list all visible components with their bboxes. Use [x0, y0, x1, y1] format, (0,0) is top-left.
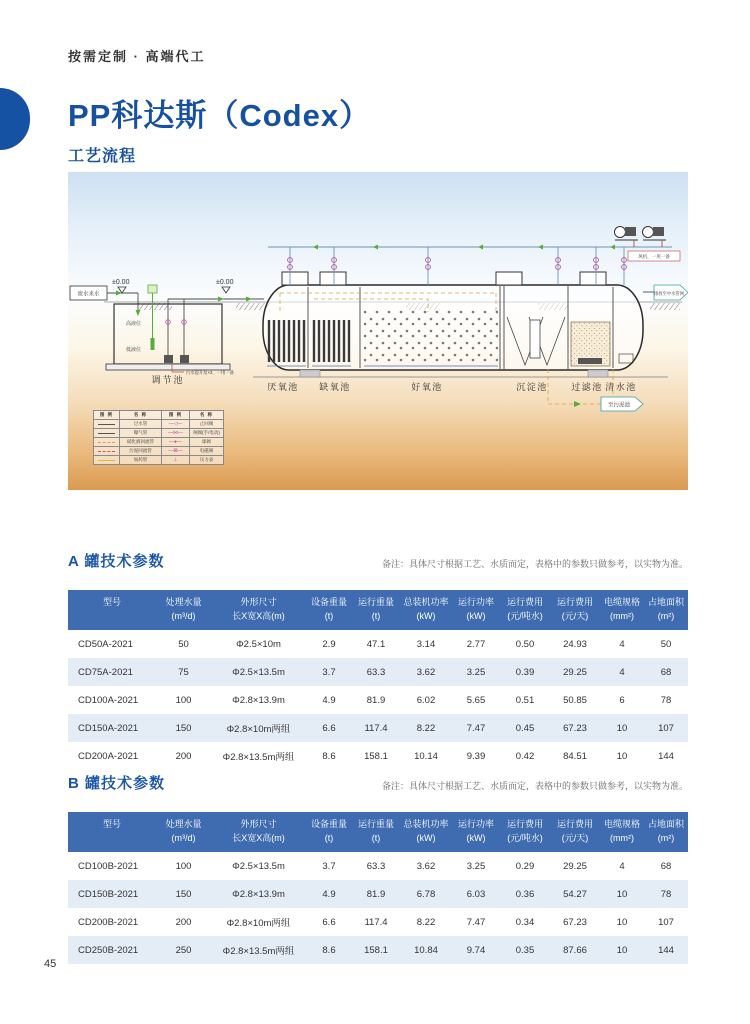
table-cell: Φ2.8×13.9m [232, 694, 285, 706]
pressure-gauge-icon: ⊥ [173, 457, 178, 463]
table-cell: 107 [658, 916, 674, 928]
tank-label-clearwater: 清水池 [605, 382, 637, 392]
process-flow-heading: 工艺流程 [68, 148, 137, 165]
pipe-line-sample [98, 460, 115, 461]
column-header: 运行费用 (元/天) [550, 812, 600, 852]
table-cell: CD50A-2021 [78, 638, 133, 650]
table-cell: 0.35 [515, 944, 535, 956]
table-cell: 84.51 [563, 750, 587, 762]
pipe-line-sample [98, 451, 115, 452]
table-cell: 107 [658, 722, 674, 734]
table-row [68, 880, 688, 908]
table-cell: 54.27 [563, 888, 587, 900]
table-b-note: 备注：具体尺寸根据工艺、水质而定，表格中的参数只做参考，以实物为准。 [381, 781, 688, 791]
column-header: 外形尺寸 长X宽X高(m) [211, 812, 306, 852]
tank-label-anoxic: 缺氧池 [319, 382, 351, 392]
table-cell: 100 [175, 860, 192, 872]
table-cell: Φ2.8×13.5m两组 [222, 752, 295, 763]
column-header: 电缆规格 (mm²) [600, 812, 644, 852]
table-cell: 100 [175, 694, 192, 706]
table-row [68, 908, 688, 936]
table-cell: 6.6 [322, 916, 336, 928]
table-row [68, 630, 688, 658]
low-level-label: 低液位 [126, 347, 142, 353]
table-cell: 3.62 [416, 666, 436, 678]
pump-note: 污水提升泵×2，一用一备 [186, 370, 234, 375]
table-a [68, 590, 688, 770]
table-cell: CD100A-2021 [78, 694, 139, 706]
table-cell: 4 [619, 666, 625, 678]
table-cell: 81.9 [366, 694, 386, 706]
table-cell: 3.14 [416, 638, 436, 650]
tank-label-filter: 过滤池 [571, 382, 603, 392]
blower-icon [643, 227, 667, 241]
level-sensor-icon [148, 285, 157, 293]
gate-valve-icon: —⋈— [168, 430, 183, 436]
column-header: 设备重量 (t) [306, 590, 352, 630]
table-cell: 24.93 [563, 638, 587, 650]
page-number: 45 [44, 958, 57, 970]
table-cell: 6.03 [466, 888, 486, 900]
table-cell: 6.78 [416, 888, 436, 900]
elevation-triangle-icon [222, 287, 230, 293]
column-header: 电缆规格 (mm²) [600, 590, 644, 630]
column-header: 运行功率 (kW) [452, 812, 500, 852]
elevation-marker-right: ±0.00 [216, 279, 234, 286]
table-cell: 6 [619, 694, 625, 706]
tank-saddle [588, 370, 608, 377]
table-cell: 200 [175, 750, 192, 762]
table-cell: 50.85 [563, 694, 587, 706]
table-cell: 4.9 [322, 694, 336, 706]
ball-valve-icon: —●— [168, 439, 183, 445]
aerobic-media [364, 310, 498, 366]
table-cell: 144 [658, 750, 674, 762]
table-a-header-row [68, 590, 688, 630]
solenoid-valve-icon: —⊠— [168, 448, 183, 454]
legend-device-name: 止回阀 [190, 420, 224, 429]
legend-header: 名 称 [120, 411, 162, 420]
settler-center-well [530, 320, 540, 358]
elevation-marker-left: ±0.00 [112, 279, 130, 286]
table-cell: 3.62 [416, 860, 436, 872]
page-title: PP科达斯（Codex） [68, 98, 372, 133]
level-float-icon [151, 338, 155, 350]
table-cell: 0.50 [515, 638, 535, 650]
regulating-tank-label: 调节池 [151, 375, 185, 385]
table-cell: 29.25 [563, 666, 587, 678]
section-b-title: B 罐技术参数 [68, 775, 166, 792]
table-cell: 3.7 [322, 860, 336, 872]
table-cell: 78 [660, 694, 672, 706]
table-cell: CD150B-2021 [78, 888, 139, 900]
table-cell: Φ2.5×13.5m [232, 666, 285, 678]
table-cell: 158.1 [364, 944, 388, 956]
legend-device-name: 压力表 [190, 456, 224, 465]
table-cell: Φ2.5×13.5m [232, 860, 285, 872]
column-header: 运行重量 (t) [352, 590, 400, 630]
legend-header: 图 例 [94, 411, 120, 420]
column-header: 运行费用 (元/吨水) [500, 812, 550, 852]
flow-arrow-icon [218, 297, 224, 302]
table-cell: Φ2.8×10m两组 [226, 724, 291, 735]
column-header: 占地面积 (m²) [644, 590, 688, 630]
side-tab-decoration [0, 88, 30, 150]
to-sludge-label: 至污泥池 [607, 402, 631, 409]
legend-device-name: 电磁阀 [190, 447, 224, 456]
table-b-header-row [68, 812, 688, 852]
table-cell: 2.77 [466, 638, 486, 650]
legend-device-name: 闸阀(手/电动) [190, 429, 224, 438]
table-cell: Φ2.8×13.5m两组 [222, 946, 295, 957]
legend-header: 名 称 [190, 411, 224, 420]
manhole [282, 272, 308, 285]
table-cell: CD75A-2021 [78, 666, 133, 678]
column-header: 运行费用 (元/天) [550, 590, 600, 630]
table-row [68, 658, 688, 686]
table-cell: 0.51 [515, 694, 535, 706]
table-cell: 144 [658, 944, 674, 956]
table-cell: 10.84 [414, 944, 438, 956]
table-cell: Φ2.5×10m [236, 638, 281, 650]
table-cell: 6.02 [416, 694, 436, 706]
table-row [68, 852, 688, 880]
table-cell: 117.4 [364, 722, 388, 734]
ground-hatch [650, 303, 680, 310]
table-cell: 3.7 [322, 666, 336, 678]
diagram-legend [93, 410, 224, 465]
legend-pipe-name: 加药管 [120, 456, 162, 465]
table-cell: 150 [175, 722, 192, 734]
tank-label-anaerobic: 厌氧池 [267, 382, 299, 392]
column-header: 运行重量 (t) [352, 812, 400, 852]
table-cell: 4 [619, 638, 625, 650]
table-cell: 3.25 [466, 860, 486, 872]
table-cell: 8.22 [416, 722, 436, 734]
table-cell: 10 [616, 750, 628, 762]
flow-arrow-icon [136, 310, 141, 316]
blower-note: 风机，一用一备 [638, 254, 670, 259]
table-cell: 0.42 [515, 750, 535, 762]
table-cell: 0.34 [515, 916, 535, 928]
table-b [68, 812, 688, 964]
table-cell: 10.14 [414, 750, 438, 762]
high-level-label: 高液位 [126, 321, 142, 327]
table-cell: 0.45 [515, 722, 535, 734]
table-cell: 150 [175, 888, 192, 900]
legend-pipe-name: 硝化液回流管 [120, 438, 162, 447]
table-cell: CD150A-2021 [78, 722, 139, 734]
table-cell: Φ2.8×10m两组 [226, 918, 291, 929]
table-cell: 78 [660, 888, 672, 900]
table-cell: 67.23 [563, 722, 587, 734]
table-cell: 7.47 [466, 722, 486, 734]
table-cell: 250 [175, 944, 192, 956]
flow-arrow-icon [574, 401, 581, 407]
tank-saddle [300, 370, 320, 377]
filter-underdrain [578, 358, 602, 364]
table-cell: 117.4 [364, 916, 388, 928]
column-header: 总装机功率 (kW) [400, 812, 452, 852]
manhole [580, 272, 606, 285]
table-cell: 8.22 [416, 916, 436, 928]
column-header: 运行功率 (kW) [452, 590, 500, 630]
table-cell: 158.1 [364, 750, 388, 762]
table-b-body [68, 852, 688, 964]
table-cell: 0.36 [515, 888, 535, 900]
table-cell: 9.74 [466, 944, 486, 956]
table-cell: 4 [619, 860, 625, 872]
table-cell: CD100B-2021 [78, 860, 139, 872]
table-cell: 6.6 [322, 722, 336, 734]
table-a-body [68, 630, 688, 770]
manhole [320, 272, 346, 285]
column-header: 总装机功率 (kW) [400, 590, 452, 630]
pump-icon [180, 355, 189, 363]
column-header: 设备重量 (t) [306, 812, 352, 852]
legend-pipe-name: 污泥回流管 [120, 447, 162, 456]
legend-device-name: 球阀 [190, 438, 224, 447]
table-cell: 68 [660, 666, 672, 678]
table-cell: 67.23 [563, 916, 587, 928]
table-cell: 9.39 [466, 750, 486, 762]
table-cell: 8.6 [322, 944, 336, 956]
table-cell: 50 [178, 638, 189, 650]
table-cell: 68 [660, 860, 672, 872]
table-cell: 10 [616, 944, 628, 956]
table-cell: 63.3 [366, 860, 386, 872]
tank-label-settling: 沉淀池 [516, 382, 548, 392]
outlet-label: 排放至中水管网 [653, 291, 685, 296]
table-cell: CD250B-2021 [78, 944, 139, 956]
legend-pipe-name: 过水管 [120, 420, 162, 429]
table-row [68, 686, 688, 714]
table-cell: Φ2.8×13.9m [232, 888, 285, 900]
table-cell: 50 [660, 638, 672, 650]
pipe-line-sample [98, 424, 115, 425]
tank-label-aerobic: 好氧池 [411, 382, 443, 392]
legend-pipe-name: 曝气管 [120, 429, 162, 438]
table-cell: 47.1 [366, 638, 386, 650]
manhole [496, 272, 522, 285]
table-cell: 75 [178, 666, 189, 678]
column-header: 型号 [68, 590, 156, 630]
section-a-title: A 罐技术参数 [68, 553, 165, 570]
pump-icon [164, 355, 173, 363]
table-cell: CD200B-2021 [78, 916, 139, 928]
table-cell: 8.6 [322, 750, 336, 762]
inlet-label: 废水来水 [77, 291, 100, 298]
table-cell: 81.9 [366, 888, 386, 900]
table-cell: 0.39 [515, 666, 535, 678]
table-cell: 7.47 [466, 916, 486, 928]
table-cell: 63.3 [366, 666, 386, 678]
column-header: 外形尺寸 长X宽X高(m) [211, 590, 306, 630]
check-valve-icon: —◁— [168, 421, 183, 427]
table-cell: 2.9 [322, 638, 336, 650]
tagline: 按需定制 · 高端代工 [68, 49, 206, 64]
legend-header: 图 例 [162, 411, 190, 420]
table-cell: 10 [616, 722, 628, 734]
column-header: 处理水量 (m³/d) [156, 812, 211, 852]
table-cell: 200 [175, 916, 192, 928]
process-flow-diagram [68, 172, 688, 490]
table-a-note: 备注：具体尺寸根据工艺、水质而定，表格中的参数只做参考，以实物为准。 [381, 559, 688, 569]
pipe-line-sample [98, 442, 115, 443]
table-cell: 5.65 [466, 694, 486, 706]
table-cell: 87.66 [563, 944, 587, 956]
table-cell: 0.29 [515, 860, 535, 872]
table-cell: 10 [616, 916, 628, 928]
table-row [68, 742, 688, 770]
table-row [68, 714, 688, 742]
pipe-line-sample [98, 433, 115, 434]
column-header: 型号 [68, 812, 156, 852]
table-cell: 4.9 [322, 888, 336, 900]
table-cell: 10 [616, 888, 628, 900]
table-cell: 3.25 [466, 666, 486, 678]
column-header: 处理水量 (m³/d) [156, 590, 211, 630]
table-row [68, 936, 688, 964]
column-header: 运行费用 (元/吨水) [500, 590, 550, 630]
blower-icon [615, 227, 639, 241]
table-cell: CD200A-2021 [78, 750, 139, 762]
column-header: 占地面积 (m²) [644, 812, 688, 852]
table-cell: 29.25 [563, 860, 587, 872]
flow-arrow-icon [246, 297, 252, 302]
